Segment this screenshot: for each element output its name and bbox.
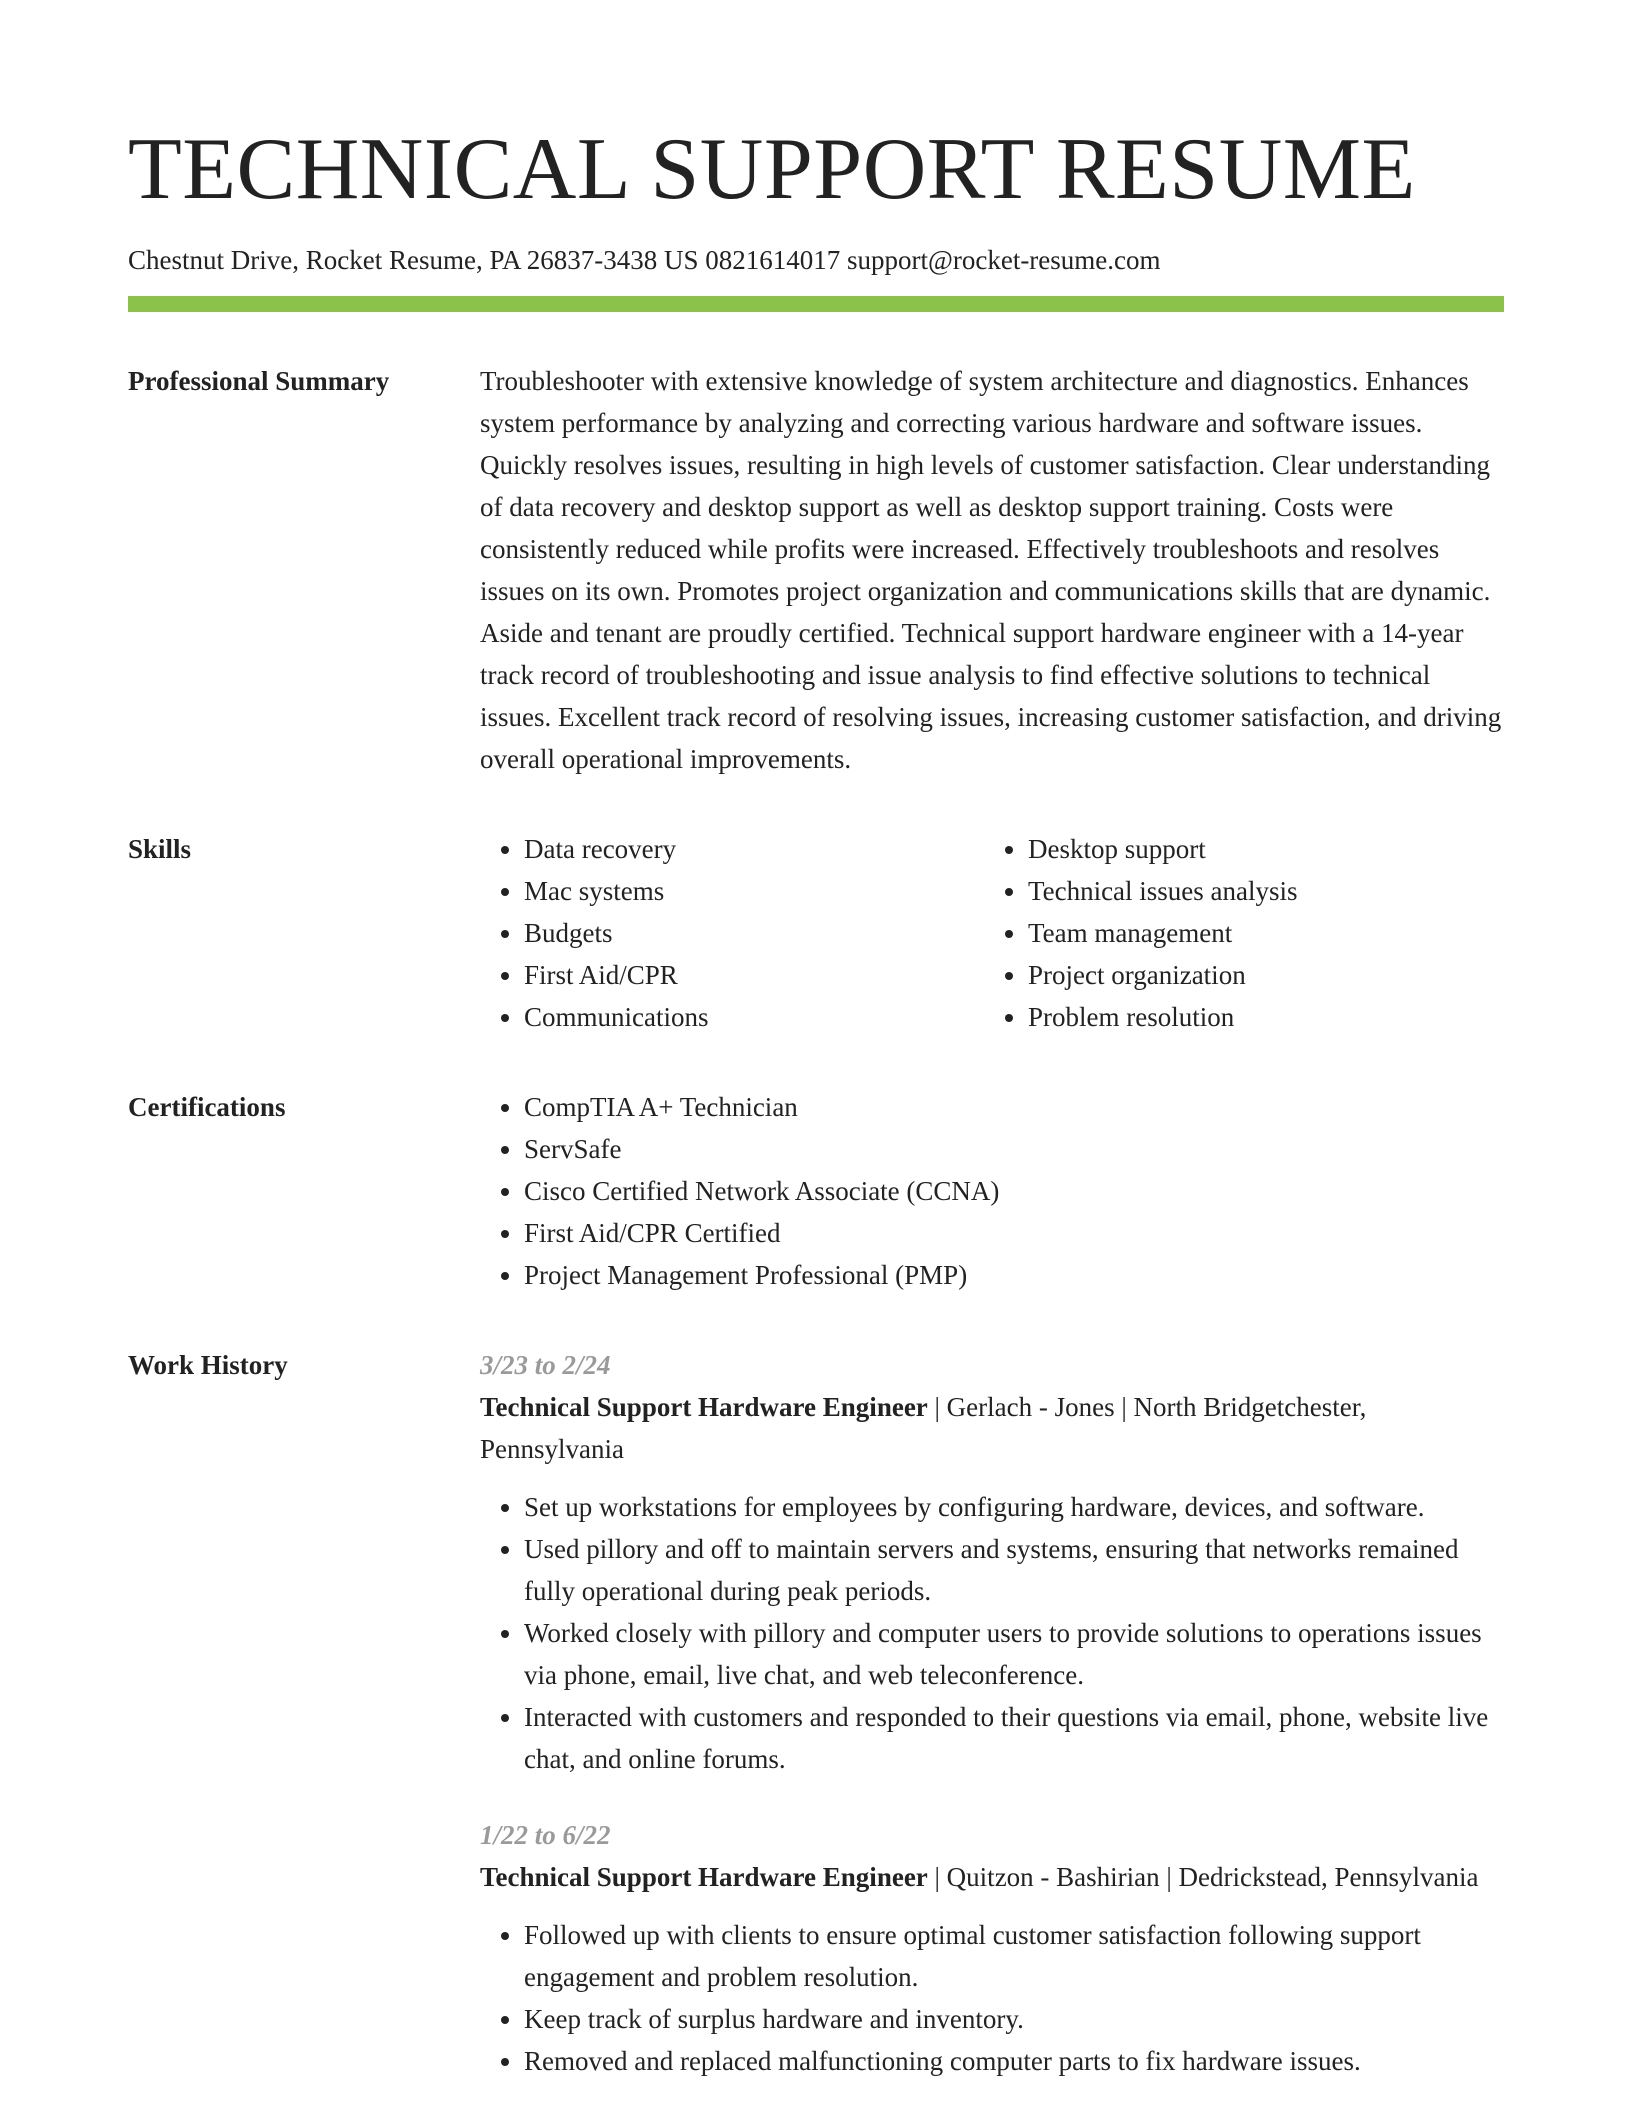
certification-item: • Cisco Certified Network Associate (CCNA): [524, 1170, 1504, 1212]
skill-item: • Problem resolution: [1028, 996, 1488, 1038]
skill-item: • Data recovery: [524, 828, 984, 870]
resume-page: [128, 120, 1504, 2116]
job-bullet: • Worked closely with pillory and computer users to provide solutions to operations issues via phone, email, live chat, and web teleconference.: [524, 1612, 1504, 1696]
work-history-section: [128, 1344, 1504, 2116]
job-bullet: • Followed up with clients to ensure optimal customer satisfaction following support engagement and problem resolution.: [524, 1914, 1504, 1998]
contact-info: Chestnut Drive, Rocket Resume, PA 26837-3438 US 0821614017 support@rocket-resume.com: [128, 245, 1161, 275]
skill-item: • First Aid/CPR: [524, 954, 984, 996]
job-bullet: • Interacted with customers and responded to their questions via email, phone, website live chat, and online forums.: [524, 1696, 1504, 1780]
job-date: 1/22 to 6/22: [480, 1820, 611, 1850]
skills-column-2: [984, 828, 1488, 1038]
certification-item: • CompTIA A+ Technician: [524, 1086, 1504, 1128]
job-header: [480, 1386, 1504, 1470]
job-bullet: • Used pillory and off to maintain servers and systems, ensuring that networks remained fully operational during peak periods.: [524, 1528, 1504, 1612]
skills-heading: Skills: [128, 834, 192, 864]
job-title: Technical Support Hardware Engineer: [480, 1392, 928, 1422]
skill-item: • Budgets: [524, 912, 984, 954]
job-bullet: • Set up workstations for employees by configuring hardware, devices, and software.: [524, 1486, 1504, 1528]
job-bullet: • Removed and replaced malfunctioning computer parts to fix hardware issues.: [524, 2040, 1504, 2082]
job-title: Technical Support Hardware Engineer: [480, 1862, 928, 1892]
summary-text: Troubleshooter with extensive knowledge of system architecture and diagnostics. Enhances system performance by analyzing and correcting various hardware and software issues. Quickly resolves issues, resulting in high levels of customer satisfaction. Clear understanding of data recovery and desktop support as well as desktop support training. Costs were consistently reduced while profits were increased. Effectively troubleshoots and resolves issues on its own. Promotes project organization and communications skills that are dynamic. Aside and tenant are proudly certified. Technical support hardware engineer with a 14-year track record of troubleshooting and issue analysis to find effective solutions to technical issues. Excellent track record of resolving issues, increasing customer satisfaction, and driving overall operational improvements.: [480, 366, 1502, 774]
skill-item: • Technical issues analysis: [1028, 870, 1488, 912]
certifications-heading: Certifications: [128, 1092, 286, 1122]
job-header: [480, 1856, 1504, 1898]
job-entry: [480, 1344, 1504, 1780]
work-history-heading: Work History: [128, 1350, 288, 1380]
job-bullets: [480, 1914, 1504, 2082]
summary-heading: Professional Summary: [128, 366, 390, 396]
skill-item: • Desktop support: [1028, 828, 1488, 870]
job-date: 3/23 to 2/24: [480, 1350, 611, 1380]
job-bullet: • Keep track of surplus hardware and inventory.: [524, 1998, 1504, 2040]
skill-item: • Mac systems: [524, 870, 984, 912]
skill-item: • Project organization: [1028, 954, 1488, 996]
resume-title: TECHNICAL SUPPORT RESUME: [128, 121, 1416, 218]
skill-item: • Team management: [1028, 912, 1488, 954]
job-bullets: [480, 1486, 1504, 1780]
certification-item: • Project Management Professional (PMP): [524, 1254, 1504, 1296]
job-details: | Gerlach - Jones | North Bridgetchester, Pennsylvania: [480, 1392, 1367, 1464]
skills-section: [128, 828, 1504, 1038]
certifications-section: [128, 1086, 1504, 1296]
job-details: | Quitzon - Bashirian | Dedrickstead, Pennsylvania: [927, 1862, 1479, 1892]
certification-item: • First Aid/CPR Certified: [524, 1212, 1504, 1254]
skills-column-1: [480, 828, 984, 1038]
header-divider: [128, 296, 1504, 312]
skill-item: • Communications: [524, 996, 984, 1038]
job-entry: [480, 1814, 1504, 2082]
certifications-list: [480, 1086, 1504, 1296]
certification-item: • ServSafe: [524, 1128, 1504, 1170]
summary-section: [128, 360, 1504, 780]
